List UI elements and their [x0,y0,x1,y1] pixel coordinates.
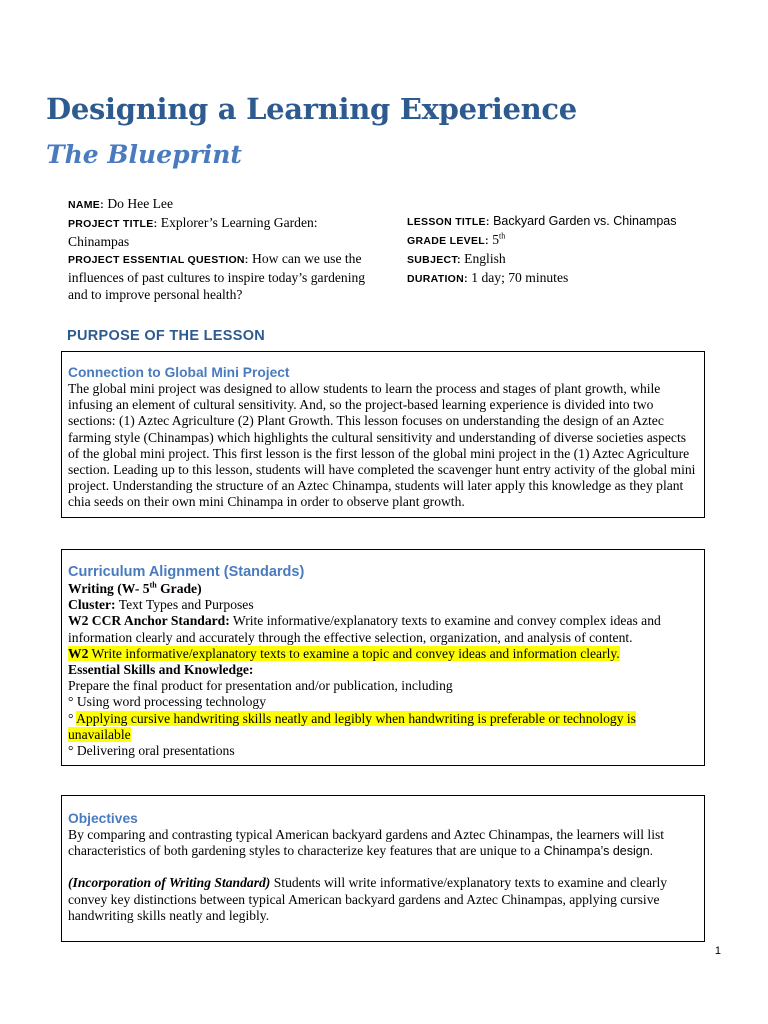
cluster-value: Text Types and Purposes [115,597,254,613]
project-title-label: PROJECT TITLE: [68,218,158,230]
objectives-box [61,795,705,942]
w2-value: Write informative/explanatory texts to examine a topic and convey ideas and information clearly. [88,645,620,661]
skills-label: Essential Skills and Knowledge: [68,662,254,678]
objectives-paragraph-1-main: By comparing and contrasting typical American backyard gardens and Aztec Chinampas, the learners will list characteristics of both gardening styles to characterize key features that are unique to a [68,827,665,859]
cluster-line [68,597,698,613]
lesson-title-value: Backyard Garden vs. Chinampas [493,214,677,228]
cluster-label: Cluster: [68,597,116,613]
name-value: Do Hee Lee [107,196,173,211]
anchor-standard-value: Write informative/explanatory texts to examine and convey complex ideas and information clearly and accurately through the effective selection, organization, and analysis of content. [68,613,661,645]
skills-bullet-2-text: Applying cursive handwriting skills neatly and legibly when handwriting is preferable or technology is unavailable [68,710,636,742]
page-number: 1 [714,945,721,957]
grade-level-row [407,231,727,250]
essential-question-row [68,250,368,303]
writing-standard-label: (Incorporation of Writing Standard) [68,875,271,891]
duration-value: 1 day; 70 minutes [471,270,569,285]
objectives-heading: Objectives [68,811,138,826]
duration-row [407,269,727,288]
lesson-title-row [407,212,727,231]
subject-row [407,250,727,269]
subject-label: SUBJECT: [407,254,461,266]
grade-level-sup: th [498,231,506,241]
anchor-standard-label: W2 CCR Anchor Standard: [68,613,230,629]
w2-standard-line [68,646,698,662]
document-title: Designing a Learning Experience [46,92,577,126]
objectives-paragraph-2 [68,875,698,924]
grade-level-label: GRADE LEVEL: [407,235,489,247]
duration-label: DURATION: [407,273,468,285]
skills-intro: Prepare the final product for presentation and/or publication, including [68,678,453,694]
curriculum-heading: Curriculum Alignment (Standards) [68,564,305,580]
anchor-standard-line [68,613,698,645]
subject-value: English [464,251,506,266]
name-row [68,195,368,214]
lesson-info-left [68,195,368,303]
essential-question-label: PROJECT ESSENTIAL QUESTION: [68,254,249,266]
essential-question-value: How can we use the influences of past cultures to inspire today’s gardening and to improve personal health? [68,251,366,302]
writing-suffix: Grade) [156,581,202,596]
curriculum-box [61,549,705,766]
w2-label: W2 [68,645,89,661]
skills-bullet-2-marker: ° [68,710,77,726]
lesson-title-label: LESSON TITLE: [407,216,490,228]
project-title-value: Explorer’s Learning Garden: Chinampas [68,215,318,249]
objectives-paragraph-2-body: Students will write informative/explanatory texts to examine and clearly convey key distinctions between typical American backyard gardens and Aztec Chinampas, applying cursive handwriting skills neatly and legibly. [68,875,668,923]
writing-prefix: Writing (W- 5 [68,581,150,596]
skills-bullet-1: ° Using word processing technology [68,694,266,710]
writing-grade-line [68,581,698,597]
writing-sup: th [149,580,157,590]
objectives-paragraph-1 [68,827,698,859]
connection-box [61,351,705,518]
lesson-info-right [407,212,727,288]
skills-bullet-3: ° Delivering oral presentations [68,743,235,759]
objectives-paragraph-1-tail: Chinampa’s design. [543,844,654,859]
skills-bullet-2 [68,711,698,743]
name-label: NAME: [68,199,104,211]
connection-heading: Connection to Global Mini Project [68,365,290,380]
project-title-row [68,214,368,250]
purpose-heading: PURPOSE OF THE LESSON [67,328,266,344]
document-subtitle: The Blueprint [46,140,242,169]
grade-level-value: 5 [492,232,499,247]
connection-body: The global mini project was designed to allow students to learn the process and stages of plant growth, while infusing an element of cultural sensitivity. And, so the project-based learning experience is divided into two sections: (1) Aztec Agriculture (2) Plant Growth. This lesson focuses on understanding the design of an Aztec farming style (Chinampas) which highlights the cultural sensitivity and understanding of diverse societies aspects of the global mini project. This first lesson is the first lesson of the global mini project in the (1) Aztec Agriculture section. Leading up to this lesson, students will have completed the scavenger hunt entry activity of the global mini project. Understanding the structure of an Aztec Chinampa, students will later apply this knowledge as they plant chia seeds on their own mini Chinampa in order to observe plant growth. [68,381,696,510]
